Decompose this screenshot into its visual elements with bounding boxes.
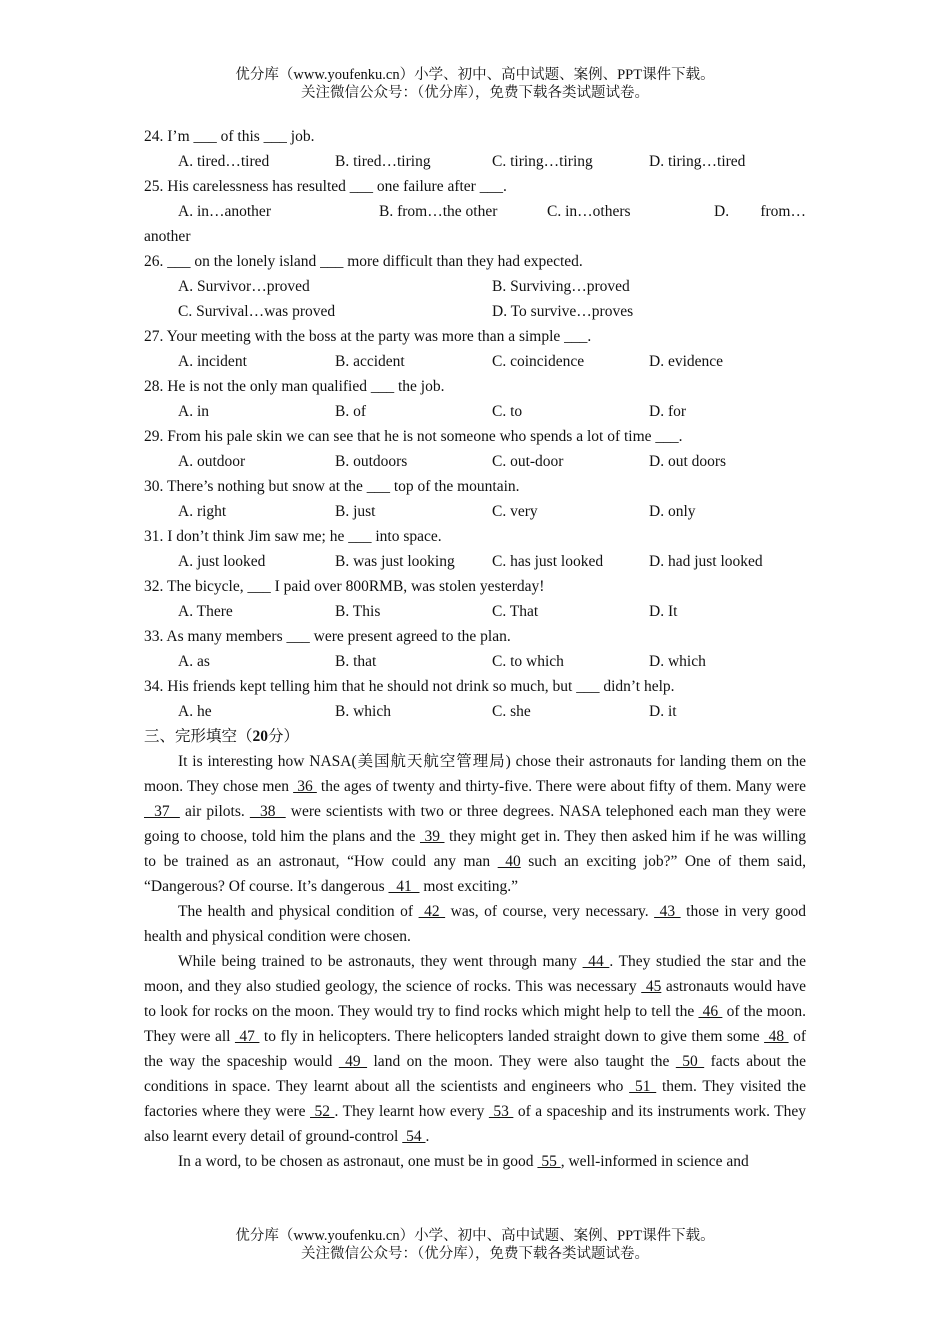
option-c: C. very	[492, 503, 538, 520]
options-25	[144, 199, 806, 224]
options-32	[144, 599, 806, 624]
blank-number: 46	[698, 1003, 723, 1020]
paragraph	[144, 749, 806, 899]
passage-text: was, of course, very necessary.	[445, 903, 655, 920]
option-b: B. from…the other	[379, 203, 498, 220]
passage-text: It is interesting how NASA(美国航天航空管理局) chose their astronauts for landing them on the moon. They chose men	[144, 753, 806, 795]
header-line-2: 关注微信公众号：（优分库），免费下载各类试题试卷。	[301, 85, 649, 101]
question-25: 25. His carelessness has resulted ___ one failure after ___.	[144, 178, 507, 195]
blank-number: 55	[537, 1153, 561, 1170]
question-33: 33. As many members ___ were present agreed to the plan.	[144, 628, 511, 645]
passage-text: were scientists with two or three degrees. NASA telephoned each man they were going to choose, told him the plans and the	[144, 803, 806, 845]
option-b: B. This	[335, 603, 381, 620]
option-b: B. Surviving…proved	[492, 278, 630, 295]
passage-text: air pilots.	[179, 803, 250, 820]
question-28: 28. He is not the only man qualified ___ the job.	[144, 378, 445, 395]
options-26-row1	[144, 274, 806, 299]
blank-number: 50	[675, 1053, 705, 1070]
options-30	[144, 499, 806, 524]
option-b: B. tired…tiring	[335, 153, 431, 170]
passage-text: .	[425, 1128, 430, 1145]
question-24: 24. I’m ___ of this ___ job.	[144, 128, 315, 145]
passage-text: While being trained to be astronauts, they went through many	[178, 953, 583, 970]
cloze-passage	[144, 749, 806, 1174]
blank-number: 51	[629, 1078, 657, 1095]
option-c: C. has just looked	[492, 553, 604, 570]
blank-number: 37	[144, 803, 180, 820]
option-c: C. tiring…tiring	[492, 153, 593, 170]
blank-number: 41	[388, 878, 420, 895]
option-c: C. to which	[492, 653, 564, 670]
option-b: B. just	[335, 503, 376, 520]
blank-number: 53	[488, 1103, 514, 1120]
option-a: A. outdoor	[178, 453, 246, 470]
option-b: B. which	[335, 703, 391, 720]
options-26-row2	[144, 299, 806, 324]
option-a: A. as	[178, 653, 210, 670]
blank-number: 36	[293, 778, 317, 795]
blank-number: 40	[497, 853, 521, 870]
passage-text: In a word, to be chosen as astronaut, one must be in good	[178, 1153, 538, 1170]
passage-text: they might get in. They then asked him if he was willing to be trained as an astronaut, “How could any man	[144, 828, 806, 870]
blank-number: 42	[418, 903, 446, 920]
page-footer	[0, 1227, 950, 1263]
question-31: 31. I don’t think Jim saw me; he ___ into space.	[144, 528, 442, 545]
option-d: D. which	[649, 653, 706, 670]
header-line-1: 优分库（www.youfenku.cn）小学、初中、高中试题、案例、PPT课件下载。	[235, 67, 715, 83]
option-a: A. he	[178, 703, 212, 720]
passage-text: . They studied the star and the moon, and they also studied geology, the science of rocks. This was necessary	[144, 953, 806, 995]
option-c: C. out-door	[492, 453, 564, 470]
section-score: 20	[252, 728, 269, 745]
question-26: 26. ___ on the lonely island ___ more difficult than they had expected.	[144, 253, 583, 270]
passage-text: land on the moon. They were also taught the	[367, 1053, 676, 1070]
passage-text: , well-informed in science and	[560, 1153, 749, 1170]
option-d: D. only	[649, 503, 696, 520]
option-c: C. to	[492, 403, 523, 420]
option-d: D. it	[649, 703, 677, 720]
option-a: A. There	[178, 603, 233, 620]
option-c: C. coincidence	[492, 353, 585, 370]
passage-text: . They learnt how every	[334, 1103, 489, 1120]
option-b: B. outdoors	[335, 453, 408, 470]
option-a: A. incident	[178, 353, 247, 370]
blank-number: 54	[402, 1128, 426, 1145]
option-b: B. accident	[335, 353, 405, 370]
passage-text: of the moon. They were all	[144, 1003, 807, 1045]
option-c: C. she	[492, 703, 531, 720]
option-d: D. out doors	[649, 453, 727, 470]
option-d-text: from…	[760, 203, 806, 220]
passage-text: those in very good health and physical condition were chosen.	[144, 903, 807, 945]
section-suffix: 分）	[268, 728, 300, 745]
option-d: D. evidence	[649, 353, 724, 370]
option-d: D. To survive…proves	[492, 303, 634, 320]
footer-line-1: 优分库（www.youfenku.cn）小学、初中、高中试题、案例、PPT课件下载。	[235, 1228, 715, 1244]
option-d: D. for	[649, 403, 687, 420]
paragraph	[144, 899, 806, 949]
option-d	[714, 199, 806, 224]
page-header	[0, 66, 950, 102]
blank-number: 52	[310, 1103, 335, 1120]
option-d: D. It	[649, 603, 678, 620]
option-d-letter: D.	[714, 203, 730, 220]
section-heading	[144, 724, 806, 749]
option-a: A. right	[178, 503, 227, 520]
blank-number: 45	[641, 978, 662, 995]
option-a: A. just looked	[178, 553, 266, 570]
options-31	[144, 549, 806, 574]
paragraph	[144, 949, 806, 1149]
passage-text: astronauts would have to look for rocks on the moon. They would try to find rocks which might help to tell the	[144, 978, 807, 1020]
option-a: A. Survivor…proved	[178, 278, 310, 295]
blank-number: 39	[419, 828, 445, 845]
passage-text: them. They visited the factories where they were	[144, 1078, 806, 1120]
option-c: C. Survival…was proved	[178, 303, 336, 320]
passage-text: facts about the conditions in space. They learnt about all the scientists and engineers who	[144, 1053, 807, 1095]
option-d: D. tiring…tired	[649, 153, 746, 170]
blank-number: 38	[249, 803, 286, 820]
options-24	[144, 149, 806, 174]
paragraph	[144, 1149, 806, 1174]
option-c: C. That	[492, 603, 539, 620]
blank-number: 44	[582, 953, 610, 970]
option-a: A. in	[178, 403, 209, 420]
option-c: C. in…others	[547, 203, 631, 220]
passage-text: of the way the spaceship would	[144, 1028, 806, 1070]
option-b: B. was just looking	[335, 553, 455, 570]
options-29	[144, 449, 806, 474]
passage-text: most exciting.”	[419, 878, 519, 895]
option-b: B. of	[335, 403, 366, 420]
passage-text: the ages of twenty and thirty-five. There were about fifty of them. Many were	[316, 778, 807, 795]
options-28	[144, 399, 806, 424]
question-27: 27. Your meeting with the boss at the party was more than a simple ___.	[144, 328, 592, 345]
question-30: 30. There’s nothing but snow at the ___ top of the mountain.	[144, 478, 520, 495]
section-prefix: 三、完形填空（	[144, 728, 253, 745]
option-d: D. had just looked	[649, 553, 763, 570]
question-32: 32. The bicycle, ___ I paid over 800RMB, was stolen yesterday!	[144, 578, 545, 595]
blank-number: 43	[654, 903, 681, 920]
question-34: 34. His friends kept telling him that he should not drink so much, but ___ didn’t help.	[144, 678, 675, 695]
blank-number: 48	[764, 1028, 789, 1045]
blank-number: 47	[234, 1028, 260, 1045]
blank-number: 49	[338, 1053, 368, 1070]
option-a: A. in…another	[178, 203, 271, 220]
options-34	[144, 699, 806, 724]
passage-text: The health and physical condition of	[178, 903, 419, 920]
passage-text: such an exciting job?” One of them said, “Dangerous? Of course. It’s dangerous	[144, 853, 806, 895]
option-a: A. tired…tired	[178, 153, 270, 170]
options-27	[144, 349, 806, 374]
exam-content	[144, 124, 806, 1174]
options-33	[144, 649, 806, 674]
option-b: B. that	[335, 653, 377, 670]
passage-text: of a spaceship and its instruments work. They also learnt every detail of ground-control	[144, 1103, 807, 1145]
option-d-wrap: another	[144, 228, 191, 245]
passage-text: to fly in helicopters. There helicopters landed straight down to give them some	[259, 1028, 765, 1045]
question-29: 29. From his pale skin we can see that he is not someone who spends a lot of time ___.	[144, 428, 683, 445]
footer-line-2: 关注微信公众号：（优分库），免费下载各类试题试卷。	[301, 1246, 649, 1262]
